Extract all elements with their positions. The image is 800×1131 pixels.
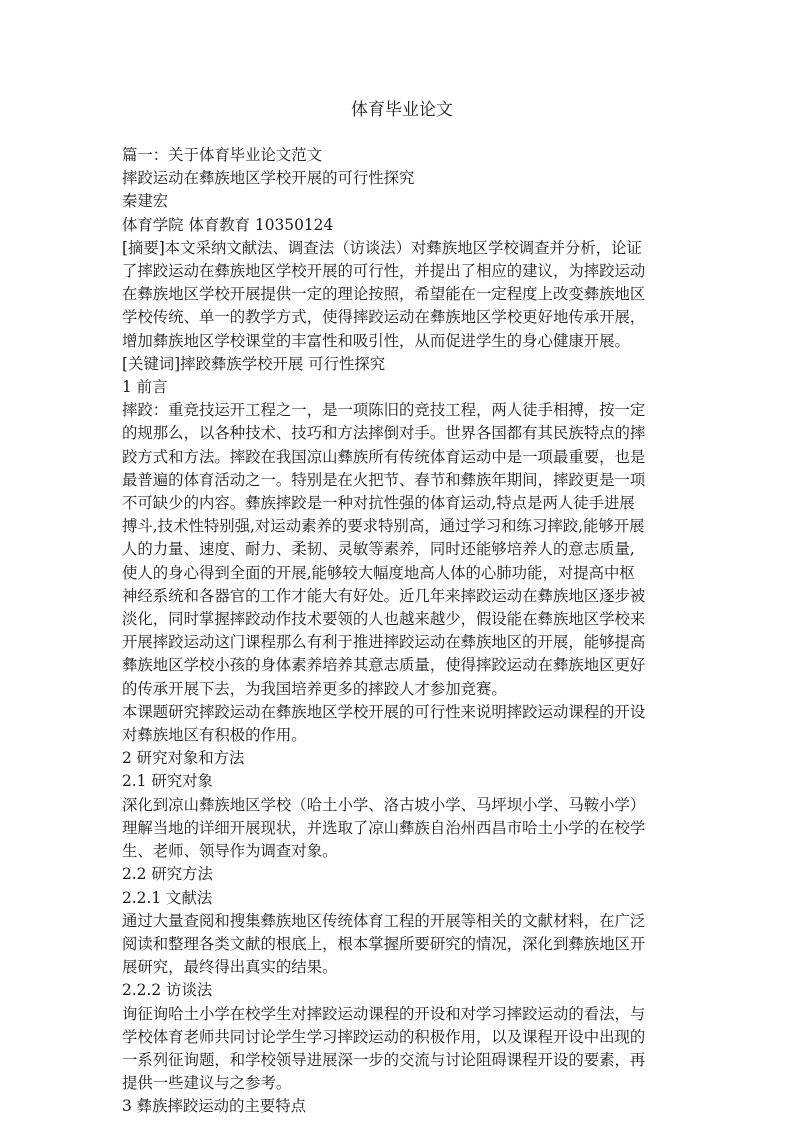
document-title: 体育毕业论文 [351,100,453,120]
section-2-1-paragraph [122,794,682,864]
paragraph-line: 理解当地的详细开展现状，并选取了凉山彝族自治州西昌市哈土小学的在校学 [122,818,646,837]
section-heading-2-2: 2.2 研究方法 [122,865,213,884]
abstract-line: 学校传统、单一的教学方式，使得摔跤运动在彝族地区学校更好地传承开展， [122,308,646,327]
paragraph-line: 对彝族地区有积极的作用。 [122,726,307,745]
section-1-paragraph-2 [122,701,682,747]
paragraph-line: 阅读和整理各类文献的根底上，根本掌握所要研究的情况，深化到彝族地区开 [122,934,646,953]
section-heading-2-2-1: 2.2.1 文献法 [122,888,213,907]
paper-title: 摔跤运动在彝族地区学校开展的可行性探究 [122,169,415,188]
paragraph-line: 通过大量查阅和搜集彝族地区传统体育工程的开展等相关的文献材料，在广泛 [122,911,646,930]
paragraph-line: 跤方式和方法。摔跤在我国凉山彝族所有传统体育运动中是一项最重要，也是 [122,447,646,466]
paragraph-line: 摔跤：重竞技运开工程之一，是一项陈旧的竞技工程，两人徒手相搏，按一定 [122,401,646,420]
paragraph-line: 开展摔跤运动这门课程那么有利于推进摔跤运动在彝族地区的开展，能够提高 [122,633,646,652]
paragraph-line: 学校体育老师共同讨论学生学习摔跤运动的积极作用，以及课程开设中出现的 [122,1027,646,1046]
paragraph-line: 人的力量、速度、耐力、柔韧、灵敏等素养，同时还能够培养人的意志质量, [122,540,635,559]
keywords: [关键词]摔跤彝族学校开展 可行性探究 [122,354,386,373]
paragraph-line: 展研究，最终得出真实的结果。 [122,958,338,977]
paragraph-line: 询征询哈土小学在校学生对摔跤运动课程的开设和对学习摔跤运动的看法，与 [122,1004,646,1023]
paragraph-line: 最普遍的体育活动之一。特别是在火把节、春节和彝族年期间，摔跤更是一项 [122,470,646,489]
section-1-paragraph-1 [122,399,682,701]
article-heading: 篇一：关于体育毕业论文范文 [122,146,323,164]
paragraph-line: 神经系统和各器官的工作才能大有好处。近几年来摔跤运动在彝族地区逐步被 [122,586,646,605]
paragraph-line: 搏斗,技术性特别强,对运动素养的要求特别高，通过学习和练习摔跤,能够开展 [122,517,645,536]
section-heading-1: 1 前言 [122,378,168,397]
paragraph-line: 深化到凉山彝族地区学校（哈土小学、洛古坡小学、马坪坝小学、马鞍小学） [122,795,646,814]
abstract-line: 了摔跤运动在彝族地区学校开展的可行性，并提出了相应的建议，为摔跤运动 [122,262,646,281]
abstract-paragraph [122,237,682,353]
paragraph-line: 使人的身心得到全面的开展,能够较大幅度地高人体的心肺功能，对提高中枢 [122,563,635,582]
paragraph-line: 彝族地区学校小孩的身体素养培养其意志质量，使得摔跤运动在彝族地区更好 [122,656,646,675]
section-heading-2-1: 2.1 研究对象 [122,772,213,791]
abstract-line: [摘要]本文采纳文献法、调查法（访谈法）对彝族地区学校调查并分析，论证 [122,238,642,257]
abstract-line: 增加彝族地区学校课堂的丰富性和吸引性，从而促进学生的身心健康开展。 [122,331,630,350]
paragraph-line: 的规那么，以各种技术、技巧和方法摔倒对手。世界各国都有其民族特点的摔 [122,424,646,443]
section-2-2-1-paragraph [122,910,682,980]
paragraph-line: 不可缺少的内容。彝族摔跤是一种对抗性强的体育运动,特点是两人徒手进展 [122,494,635,513]
abstract-line: 在彝族地区学校开展提供一定的理论按照，希望能在一定程度上改变彝族地区 [122,285,646,304]
paragraph-line: 提供一些建议与之参考。 [122,1074,292,1093]
paragraph-line: 生、老师、领导作为调查对象。 [122,842,338,861]
author-name: 秦建宏 [122,192,169,211]
section-heading-2: 2 研究对象和方法 [122,749,245,768]
author-affiliation: 体育学院 体育教育 10350124 [122,215,334,234]
paragraph-line: 本课题研究摔跤运动在彝族地区学校开展的可行性来说明摔跤运动课程的开设 [122,702,646,721]
paragraph-line: 淡化，同时掌握摔跤动作技术要领的人也越来越少，假设能在彝族地区学校来 [122,610,646,629]
section-heading-3: 3 彝族摔跤运动的主要特点 [122,1097,306,1116]
document-body [122,144,682,1119]
section-2-2-2-paragraph [122,1003,682,1096]
section-heading-2-2-2: 2.2.2 访谈法 [122,981,213,1000]
paragraph-line: 一系列征询题，和学校领导进展深一步的交流与讨论阻碍课程开设的要素，再 [122,1050,646,1069]
paragraph-line: 的传承开展下去，为我国培养更多的摔跤人才参加竞赛。 [122,679,507,698]
